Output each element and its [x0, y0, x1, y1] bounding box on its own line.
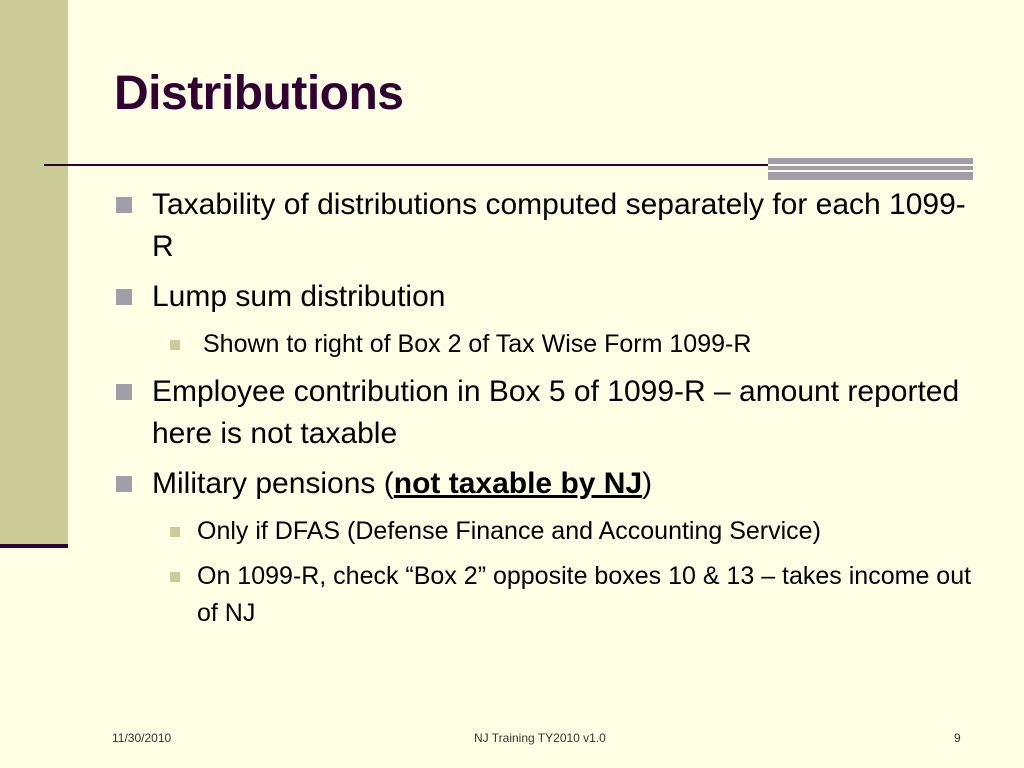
sub-bullet-item	[114, 558, 974, 632]
square-bullet-icon	[116, 197, 132, 213]
bullet-item	[114, 276, 974, 318]
square-bullet-icon	[116, 384, 132, 400]
bullet-text: Taxability of distributions computed separately for each 1099-R	[152, 188, 966, 263]
accent-bar	[768, 172, 973, 180]
sub-bullet-item	[114, 326, 974, 363]
accent-bar	[768, 166, 973, 170]
bullet-item	[114, 371, 974, 455]
bullet-text: Lump sum distribution	[152, 280, 446, 313]
bullet-item	[114, 184, 974, 268]
bullet-text-emphasis: not taxable by NJ	[393, 467, 643, 500]
bullet-text-prefix: Military pensions (	[152, 467, 394, 500]
square-bullet-icon	[116, 476, 132, 492]
footer-title: NJ Training TY2010 v1.0	[474, 731, 606, 745]
sub-bullet-item	[114, 513, 974, 550]
accent-bars	[768, 158, 973, 180]
sub-bullet-text: On 1099-R, check “Box 2” opposite boxes 10 & 13 – takes income out of NJ	[197, 562, 972, 627]
slide-content	[114, 184, 974, 640]
square-bullet-icon	[116, 289, 132, 305]
left-decorative-bar	[0, 0, 68, 548]
accent-bar	[768, 158, 973, 164]
left-decorative-rule	[0, 544, 68, 548]
small-square-bullet-icon	[170, 572, 180, 582]
small-square-bullet-icon	[170, 340, 180, 350]
bullet-text-suffix: )	[642, 467, 653, 500]
footer-date: 11/30/2010	[112, 731, 172, 745]
page-number: 9	[954, 731, 961, 745]
title-underline-rule	[44, 164, 768, 166]
sub-bullet-text: Shown to right of Box 2 of Tax Wise Form 1099-R	[203, 330, 752, 358]
sub-bullet-text: Only if DFAS (Defense Finance and Accounting Service)	[197, 517, 821, 545]
slide-title: Distributions	[114, 67, 404, 120]
bullet-item	[114, 463, 974, 505]
bullet-text: Employee contribution in Box 5 of 1099-R – amount reported here is not taxable	[152, 375, 960, 450]
small-square-bullet-icon	[170, 527, 180, 537]
